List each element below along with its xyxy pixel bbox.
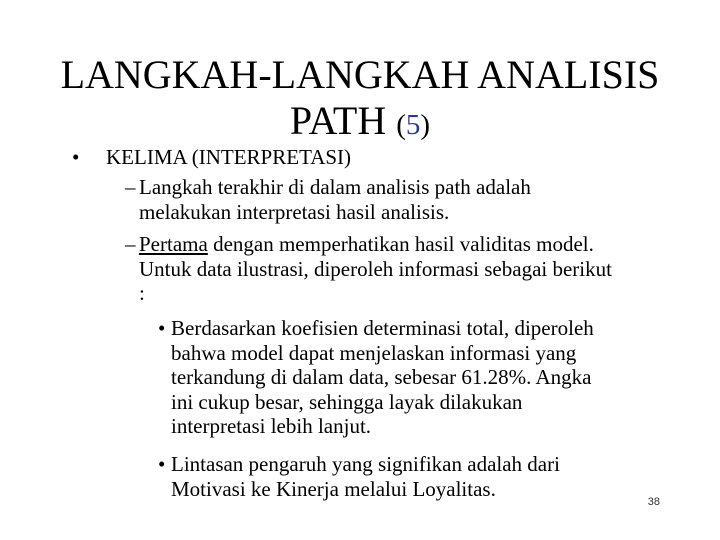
page-number: 38 [647, 496, 660, 508]
title-number: 5 [405, 109, 421, 141]
underlined-word: Pertama [139, 232, 208, 256]
title-paren-open: ( [396, 109, 406, 141]
sub-point-1-line-2: melakukan interpretasi hasil analisis. [139, 199, 450, 224]
sub-point-2 [125, 232, 612, 306]
detail-point-2-text [158, 452, 560, 501]
title-line-1: LANGKAH-LANGKAH ANALISIS [60, 52, 660, 97]
detail-point-2-line-1: Lintasan pengaruh yang signifikan adalah dari [171, 452, 560, 476]
detail-point-1-text [158, 316, 594, 439]
bullet-dot-icon: • [158, 316, 166, 340]
sub-point-2-text [125, 232, 612, 306]
dash-icon: – [125, 232, 136, 256]
sub-point-2-line-1 [139, 232, 612, 257]
sub-point-2-line-1-rest: dengan memperhatikan hasil validitas model. [207, 232, 594, 256]
detail-point-1-line-4: ini cukup besar, sehingga layak dilakukan [171, 389, 523, 414]
heading-text: KELIMA (INTERPRETASI) [106, 145, 352, 169]
sub-point-1 [125, 175, 531, 224]
detail-point-1-line-1: Berdasarkan koefisien determinasi total, diperoleh [171, 316, 594, 340]
title-paren-close: ) [420, 109, 431, 141]
sub-point-2-line-3: : [139, 281, 145, 305]
detail-point-2 [158, 452, 560, 501]
sub-point-2-line-2: Untuk data ilustrasi, diperoleh informasi sebagai berikut [139, 256, 612, 281]
detail-point-1 [158, 316, 594, 439]
sub-point-1-line-1: Langkah terakhir di dalam analisis path adalah [139, 175, 531, 199]
bullet-dot-icon: • [72, 145, 80, 169]
detail-point-2-line-2: Motivasi ke Kinerja melalui Loyalitas. [171, 476, 496, 501]
bullet-heading [72, 144, 352, 170]
title-path-word: PATH [289, 98, 387, 143]
sub-point-1-text [125, 175, 531, 224]
detail-point-1-line-2: bahwa model dapat menjelaskan informasi yang [171, 340, 577, 365]
dash-icon: – [125, 175, 136, 199]
detail-point-1-line-5: interpretasi lebih lanjut. [171, 414, 372, 438]
detail-point-1-line-3: terkandung di dalam data, sebesar 61.28%. Angka [171, 365, 592, 389]
bullet-dot-icon: • [158, 452, 166, 476]
